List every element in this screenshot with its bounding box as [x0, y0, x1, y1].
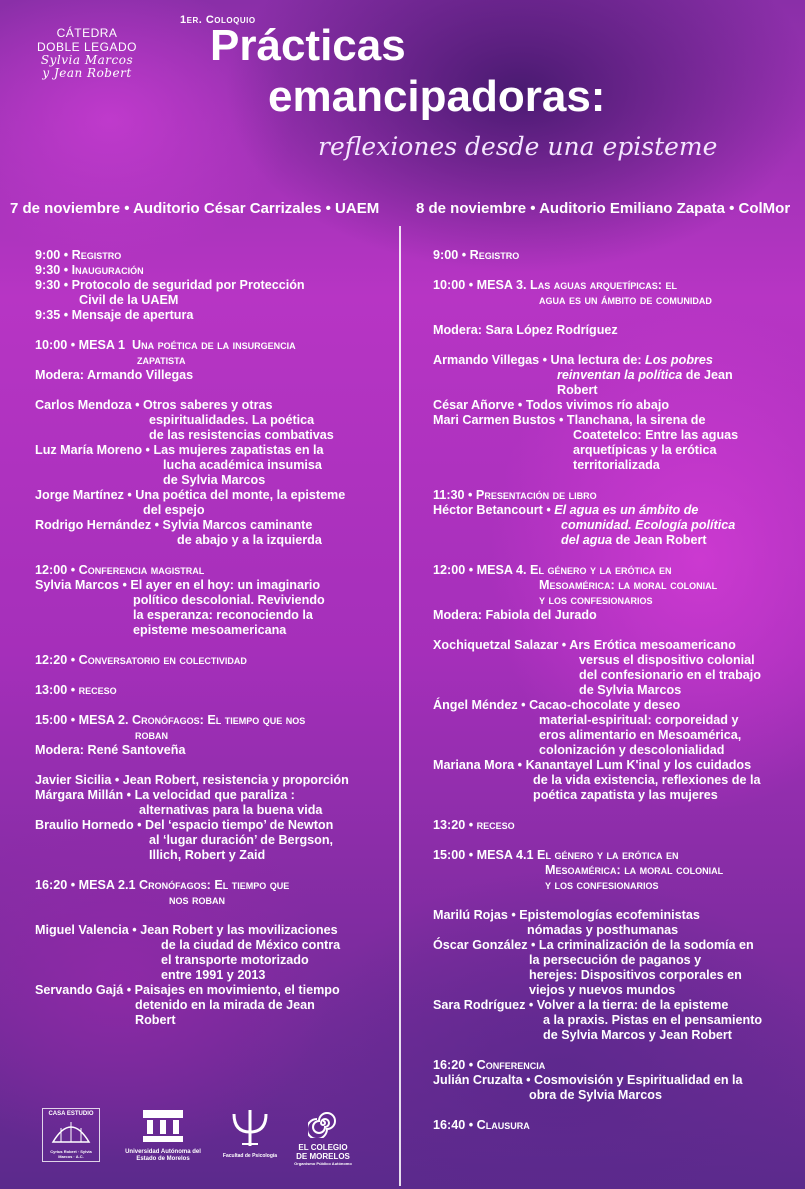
dome-icon	[51, 1118, 91, 1144]
speaker: Javier Sicilia • Jean Robert, resistencia y proporción	[35, 773, 349, 787]
speaker: Carlos Mendoza • Otros saberes y otras	[35, 398, 273, 412]
day1-program: 9:00 • Registro 9:30 • Inauguración 9:30 • Protocolo de seguridad por Protección Civil de la UAEM 9:35 • Mensaje de apertura 10:00 • MESA 1 Una poética de la insurgencia zapatista Modera: Armando Villegas Carlos Mendoza • Otros saberes y otras espiritualidades. La poética de las resistencias combativas Luz María Moreno • Las mujeres zapatistas en la lucha académica insumisa de Sylvia Marcos Jorge Martínez • Una poética del monte, la episteme del espejo Rodrigo Hernández • Sylvia Marcos caminante de abajo y a la izquierda 12:00 • Conferencia magistral Sylvia Marcos • El ayer en el hoy: un imaginario político descolonial. Reviviendo la esperanza: reconociendo la episteme mesoamericana 12:20 • Conversatorio en colectividad 13:00 • receso 15:00 • MESA 2. Cronófagos: El tiempo que nos roban Modera: René Santoveña Javier Sicilia • Jean Robert, resistencia y proporción Márgara Millán • La velocidad que paraliza : alternativas para la buena vida Braulio Hornedo • Del ‘espacio tiempo’ de Newton al ‘lugar duración’ de Bergson, Illich, Robert y Zaid 16:20 • MESA 2.1 Cronófagos: El tiempo que nos roban Miguel Valencia • Jean Robert y las movilizaciones de la ciudad de México contra el transporte motorizado entre 1991 y 2013 Servando Gajá • Paisajes en movimiento, el tiempo detenido en la mirada de Jean Robert	[35, 248, 390, 1028]
speaker: Servando Gajá • Paisajes en movimiento, el tiempo	[35, 983, 340, 997]
mesa2-title: 15:00 • MESA 2. Cronófagos: El tiempo que nos	[35, 713, 306, 727]
speaker: Jorge Martínez • Una poética del monte, la episteme	[35, 488, 346, 502]
mesa41-title: 15:00 • MESA 4.1 El género y la erótica en	[433, 848, 679, 862]
speaker: Miguel Valencia • Jean Robert y las movilizaciones	[35, 923, 338, 937]
libro-title: 11:30 • Presentación de libro	[433, 488, 597, 502]
speaker: Héctor Betancourt • El agua es un ámbito de	[433, 503, 699, 517]
catedra-signature-2: y Jean Robert	[42, 66, 132, 80]
catedra-signature-1: Sylvia Marcos	[40, 53, 134, 67]
mesa3-moderator: Modera: Sara López Rodríguez	[433, 323, 618, 337]
mesa21-title: 16:20 • MESA 2.1 Cronófagos: El tiempo que	[35, 878, 290, 892]
speaker: Mariana Mora • Kanantayel Lum K'inal y los cuidados	[433, 758, 752, 772]
mesa1-title: 10:00 • MESA 1 Una poética de la insurgencia	[35, 338, 296, 352]
mesa2-moderator: Modera: René Santoveña	[35, 743, 186, 757]
colegio-de-morelos-logo: EL COLEGIO DE MORELOS Organismo Público Autónomo	[292, 1108, 354, 1166]
speaker: Armando Villegas • Una lectura de: Los pobres	[433, 353, 713, 367]
day2-heading: 8 de noviembre • Auditorio Emiliano Zapata • ColMor	[416, 200, 791, 217]
clausura-item: 16:40 • Clausura	[433, 1118, 530, 1132]
conferencia-title: 12:00 • Conferencia magistral	[35, 563, 205, 577]
mesa1-moderator: Modera: Armando Villegas	[35, 368, 194, 382]
page-title-line2: emancipadoras:	[268, 72, 606, 121]
casa-estudio-logo: CASA ESTUDIO Cyrius Robert · Sylvia Marcos · A.C.	[42, 1108, 100, 1162]
receso-item: 13:00 • receso	[35, 683, 117, 697]
coloquio-label: 1er. Coloquio	[180, 14, 256, 26]
speaker: César Añorve • Todos vivimos río abajo	[433, 398, 670, 412]
mesa4-title: 12:00 • MESA 4. El género y la erótica en	[433, 563, 672, 577]
mesa1-title-cont: zapatista	[137, 353, 186, 367]
speaker: Sylvia Marcos • El ayer en el hoy: un imaginario	[35, 578, 321, 592]
speaker: Xochiquetzal Salazar • Ars Erótica mesoamericano	[433, 638, 736, 652]
mesa4-moderator: Modera: Fabiola del Jurado	[433, 608, 597, 622]
page-title-line1: Prácticas	[210, 21, 406, 70]
speaker: Sara Rodríguez • Volver a la tierra: de la episteme	[433, 998, 729, 1012]
speaker: Luz María Moreno • Las mujeres zapatistas en la	[35, 443, 324, 457]
psicologia-logo: Facultad de Psicología	[222, 1108, 278, 1160]
column-divider	[399, 226, 401, 1186]
page-subtitle: reflexiones desde una episteme	[318, 132, 718, 161]
mesa2-title-cont: roban	[135, 728, 168, 742]
speaker: Ángel Méndez • Cacao-chocolate y deseo	[433, 698, 681, 712]
catedra-line2: DOBLE LEGADO	[36, 40, 138, 54]
speaker: Mari Carmen Bustos • Tlanchana, la sirena de	[433, 413, 706, 427]
spiral-icon	[308, 1108, 338, 1138]
conversatorio-item: 12:20 • Conversatorio en colectividad	[35, 653, 247, 667]
catedra-line1: CÁTEDRA	[56, 26, 118, 40]
program-item: 9:30 • Protocolo de seguridad por Protección	[35, 278, 305, 292]
day2-program: 9:00 • Registro 10:00 • MESA 3. Las aguas arquetípicas: el agua es un ámbito de comunidad Modera: Sara López Rodríguez Armando Villegas • Una lectura de: Los pobres reinventan la política de Jean Robert César Añorve • Todos vivimos río abajo Mari Carmen Bustos • Tlanchana, la sirena de Coatetelco: Entre las aguas arquetípicas y la erótica territorializada 11:30 • Presentación de libro Héctor Betancourt • El agua es un ámbito de comunidad. Ecología política del agua de Jean Robert 12:00 • MESA 4. El género y la erótica en Mesoamérica: la moral colonial y los confesionarios Modera: Fabiola del Jurado Xochiquetzal Salazar • Ars Erótica mesoamericano versus el dispositivo colonial del confesionario en el trabajo de Sylvia Marcos Ángel Méndez • Cacao-chocolate y deseo material-espiritual: corporeidad y eros alimentario en Mesoamérica, colonización y descolonialidad Mariana Mora • Kanantayel Lum K'inal y los cuidados de la vida existencia, reflexiones de la poética zapatista y las mujeres 13:20 • receso 15:00 • MESA 4.1 El género y la erótica en Mesoamérica: la moral colonial y los confesionarios Marilú Rojas • Epistemologías ecofeministas nómadas y posthumanas Óscar González • La criminalización de la sodomía en la persecución de paganos y herejes: Dispositivos corporales en viejos y nuevos mundos Sara Rodríguez • Volver a la tierra: de la episteme a la praxis. Pistas en el pensamiento de Sylvia Marcos y Jean Robert 16:20 • Conferencia Julián Cruzalta • Cosmovisión y Espiritualidad en la obra de Sylvia Marcos 16:40 • Clausura	[433, 248, 783, 1133]
speaker: Braulio Hornedo • Del ‘espacio tiempo’ de Newton	[35, 818, 334, 832]
psi-icon	[228, 1108, 272, 1148]
program-item: 9:35 • Mensaje de apertura	[35, 308, 194, 322]
conferencia-title: 16:20 • Conferencia	[433, 1058, 546, 1072]
program-item: 9:00 • Registro	[433, 248, 520, 262]
speaker: Julián Cruzalta • Cosmovisión y Espiritualidad en la	[433, 1073, 743, 1087]
catedra-logo	[32, 26, 142, 80]
receso-item: 13:20 • receso	[433, 818, 515, 832]
mesa3-title-cont: agua es un ámbito de comunidad	[539, 293, 712, 307]
mesa21-title-cont: nos roban	[169, 893, 226, 907]
mesa3-title: 10:00 • MESA 3. Las aguas arquetípicas: el	[433, 278, 677, 292]
program-item: 9:30 • Inauguración	[35, 263, 144, 277]
uaem-logo: Universidad Autónoma del Estado de Morelos	[120, 1108, 206, 1163]
speaker: Marilú Rojas • Epistemologías ecofeministas	[433, 908, 700, 922]
program-item: 9:00 • Registro	[35, 248, 122, 262]
uaem-emblem-icon	[139, 1108, 187, 1144]
day1-heading: 7 de noviembre • Auditorio César Carrizales • UAEM	[10, 200, 380, 217]
speaker: Óscar González • La criminalización de la sodomía en	[433, 938, 754, 952]
speaker: Rodrigo Hernández • Sylvia Marcos caminante	[35, 518, 313, 532]
program-item-cont: Civil de la UAEM	[79, 293, 179, 307]
speaker: Márgara Millán • La velocidad que paraliza :	[35, 788, 295, 802]
